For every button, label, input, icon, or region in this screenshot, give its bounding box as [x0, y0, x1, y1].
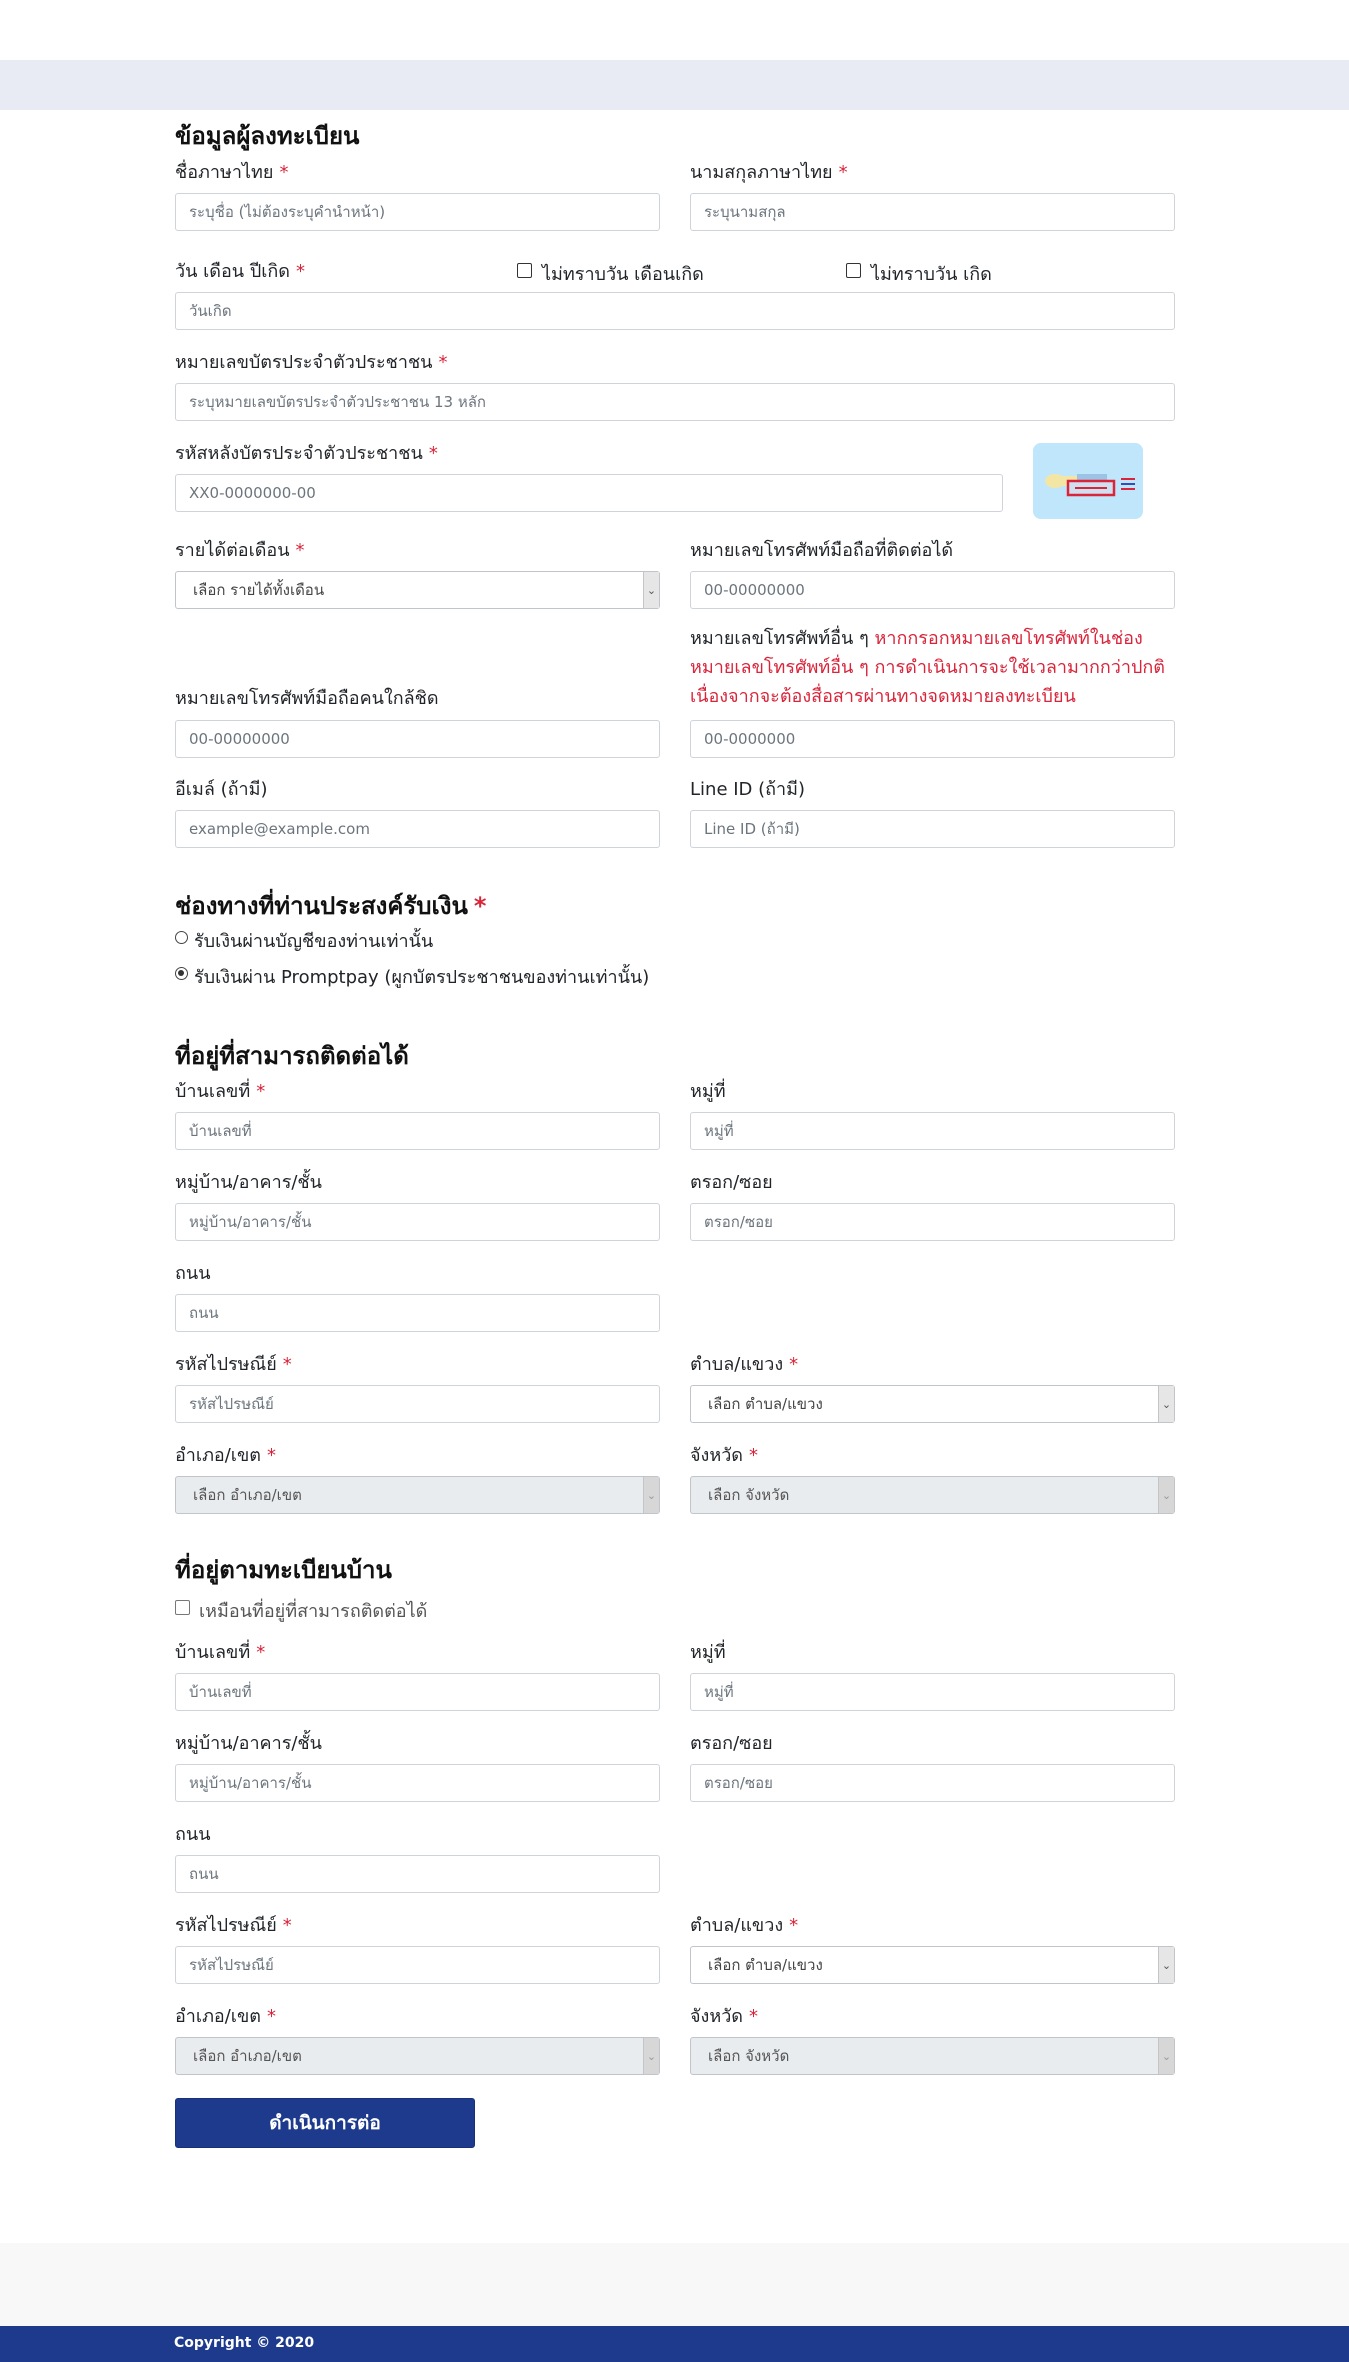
contact-road-label: ถนน	[175, 1263, 211, 1284]
income-label: รายได้ต่อเดือน *	[175, 540, 305, 561]
section-title-registrant: ข้อมูลผู้ลงทะเบียน	[175, 122, 360, 150]
house-district-label: อำเภอ/เขต *	[175, 2006, 276, 2027]
contact-subdistrict-label: ตำบล/แขวง *	[690, 1354, 799, 1375]
other-phone-label: หมายเลขโทรศัพท์อื่น ๆ หากกรอกหมายเลขโทรศัพท์ในช่อง หมายเลขโทรศัพท์อื่น ๆ การดำเนินการจะใช้เวลามากกว่าปกติ เนื่องจากจะต้องสื่อสารผ่านทางจดหมายลงทะเบียน	[690, 628, 1165, 707]
first-name-input[interactable]: ระบุชื่อ (ไม่ต้องระบุคำนำหน้า)	[175, 193, 660, 231]
chevron-down-icon: ⌄	[1158, 1477, 1174, 1513]
id-card-label: หมายเลขบัตรประจำตัวประชาชน *	[175, 352, 448, 373]
top-bar	[0, 60, 1349, 110]
contact-road-input[interactable]: ถนน	[175, 1294, 660, 1332]
laser-code-input[interactable]: XX0-0000000-00	[175, 474, 1003, 512]
same-address-checkbox[interactable]	[175, 1600, 190, 1615]
payment-bank-label: รับเงินผ่านบัญชีของท่านเท่านั้น	[194, 931, 434, 952]
unknown-day-month-checkbox[interactable]	[517, 263, 532, 278]
contact-subdistrict-select[interactable]	[690, 1385, 1175, 1423]
last-name-label: นามสกุลภาษาไทย *	[690, 162, 848, 183]
contact-province-label: จังหวัด *	[690, 1445, 758, 1466]
relative-phone-input[interactable]: 00-00000000	[175, 720, 660, 758]
house-district-value: เลือก อำเภอ/เขต	[193, 2047, 302, 2065]
mobile-input[interactable]: 00-00000000	[690, 571, 1175, 609]
house-house-no-label: บ้านเลขที่ *	[175, 1642, 266, 1663]
house-subdistrict-value: เลือก ตำบล/แขวง	[708, 1956, 823, 1974]
house-subdistrict-label: ตำบล/แขวง *	[690, 1915, 799, 1936]
house-subdistrict-select[interactable]	[690, 1946, 1175, 1984]
unknown-day-checkbox[interactable]	[846, 263, 861, 278]
house-road-input[interactable]: ถนน	[175, 1855, 660, 1893]
line-id-label: Line ID (ถ้ามี)	[690, 779, 806, 800]
house-moo-input[interactable]: หมู่ที่	[690, 1673, 1175, 1711]
house-village-label: หมู่บ้าน/อาคาร/ชั้น	[175, 1733, 322, 1754]
other-phone-input[interactable]: 00-0000000	[690, 720, 1175, 758]
line-id-input[interactable]: Line ID (ถ้ามี)	[690, 810, 1175, 848]
mobile-label: หมายเลขโทรศัพท์มือถือที่ติดต่อได้	[690, 540, 954, 561]
section-title-payment: ช่องทางที่ท่านประสงค์รับเงิน *	[175, 892, 487, 920]
section-title-house-address: ที่อยู่ตามทะเบียนบ้าน	[175, 1556, 392, 1584]
contact-village-label: หมู่บ้าน/อาคาร/ชั้น	[175, 1172, 322, 1193]
contact-house-no-input[interactable]: บ้านเลขที่	[175, 1112, 660, 1150]
id-card-input[interactable]: ระบุหมายเลขบัตรประจำตัวประชาชน 13 หลัก	[175, 383, 1175, 421]
contact-moo-label: หมู่ที่	[690, 1081, 726, 1102]
chevron-down-icon: ⌄	[643, 2038, 659, 2074]
copyright-text: Copyright © 2020	[174, 2335, 315, 2351]
same-address-label: เหมือนที่อยู่ที่สามารถติดต่อได้	[199, 1601, 428, 1622]
house-district-select[interactable]	[175, 2037, 660, 2075]
chevron-down-icon: ⌄	[1158, 2038, 1174, 2074]
chevron-down-icon: ⌄	[643, 1477, 659, 1513]
contact-province-select[interactable]	[690, 1476, 1175, 1514]
unknown-day-label: ไม่ทราบวัน เกิด	[871, 264, 992, 285]
contact-moo-input[interactable]: หมู่ที่	[690, 1112, 1175, 1150]
id-card-back-icon[interactable]	[1033, 443, 1143, 519]
continue-button[interactable]: ดำเนินการต่อ	[175, 2098, 475, 2148]
contact-province-value: เลือก จังหวัด	[708, 1486, 790, 1504]
house-province-label: จังหวัด *	[690, 2006, 758, 2027]
footer-spacer	[0, 2243, 1349, 2326]
contact-soi-input[interactable]: ตรอก/ซอย	[690, 1203, 1175, 1241]
last-name-input[interactable]: ระบุนามสกุล	[690, 193, 1175, 231]
unknown-day-month-label: ไม่ทราบวัน เดือนเกิด	[542, 264, 704, 285]
contact-village-input[interactable]: หมู่บ้าน/อาคาร/ชั้น	[175, 1203, 660, 1241]
income-select[interactable]	[175, 571, 660, 609]
first-name-label: ชื่อภาษาไทย *	[175, 162, 289, 183]
email-input[interactable]: example@example.com	[175, 810, 660, 848]
house-province-value: เลือก จังหวัด	[708, 2047, 790, 2065]
birth-date-input[interactable]: วันเกิด	[175, 292, 1175, 330]
house-moo-label: หมู่ที่	[690, 1642, 726, 1663]
chevron-down-icon: ⌄	[1158, 1386, 1174, 1422]
email-label: อีเมล์ (ถ้ามี)	[175, 779, 268, 800]
house-soi-label: ตรอก/ซอย	[690, 1733, 773, 1754]
house-village-input[interactable]: หมู่บ้าน/อาคาร/ชั้น	[175, 1764, 660, 1802]
house-road-label: ถนน	[175, 1824, 211, 1845]
house-postcode-label: รหัสไปรษณีย์ *	[175, 1915, 292, 1936]
contact-soi-label: ตรอก/ซอย	[690, 1172, 773, 1193]
house-province-select[interactable]	[690, 2037, 1175, 2075]
income-select-value: เลือก รายได้ทั้งเดือน	[193, 581, 325, 599]
payment-bank-radio[interactable]	[175, 931, 188, 944]
chevron-down-icon: ⌄	[1158, 1947, 1174, 1983]
contact-postcode-input[interactable]: รหัสไปรษณีย์	[175, 1385, 660, 1423]
contact-postcode-label: รหัสไปรษณีย์ *	[175, 1354, 292, 1375]
section-title-contact-address: ที่อยู่ที่สามารถติดต่อได้	[175, 1042, 409, 1070]
chevron-down-icon: ⌄	[643, 572, 659, 608]
payment-promptpay-radio[interactable]	[175, 967, 188, 980]
birth-date-label: วัน เดือน ปีเกิด *	[175, 261, 305, 282]
payment-promptpay-label: รับเงินผ่าน Promptpay (ผูกบัตรประชาชนของท่านเท่านั้น)	[194, 967, 650, 988]
contact-district-label: อำเภอ/เขต *	[175, 1445, 276, 1466]
contact-district-select[interactable]	[175, 1476, 660, 1514]
contact-subdistrict-value: เลือก ตำบล/แขวง	[708, 1395, 823, 1413]
contact-house-no-label: บ้านเลขที่ *	[175, 1081, 266, 1102]
footer-bar	[0, 2326, 1349, 2362]
contact-district-value: เลือก อำเภอ/เขต	[193, 1486, 302, 1504]
house-soi-input[interactable]: ตรอก/ซอย	[690, 1764, 1175, 1802]
house-postcode-input[interactable]: รหัสไปรษณีย์	[175, 1946, 660, 1984]
relative-phone-label: หมายเลขโทรศัพท์มือถือคนใกล้ชิด	[175, 688, 439, 709]
laser-code-label: รหัสหลังบัตรประจำตัวประชาชน *	[175, 443, 438, 464]
house-house-no-input[interactable]: บ้านเลขที่	[175, 1673, 660, 1711]
